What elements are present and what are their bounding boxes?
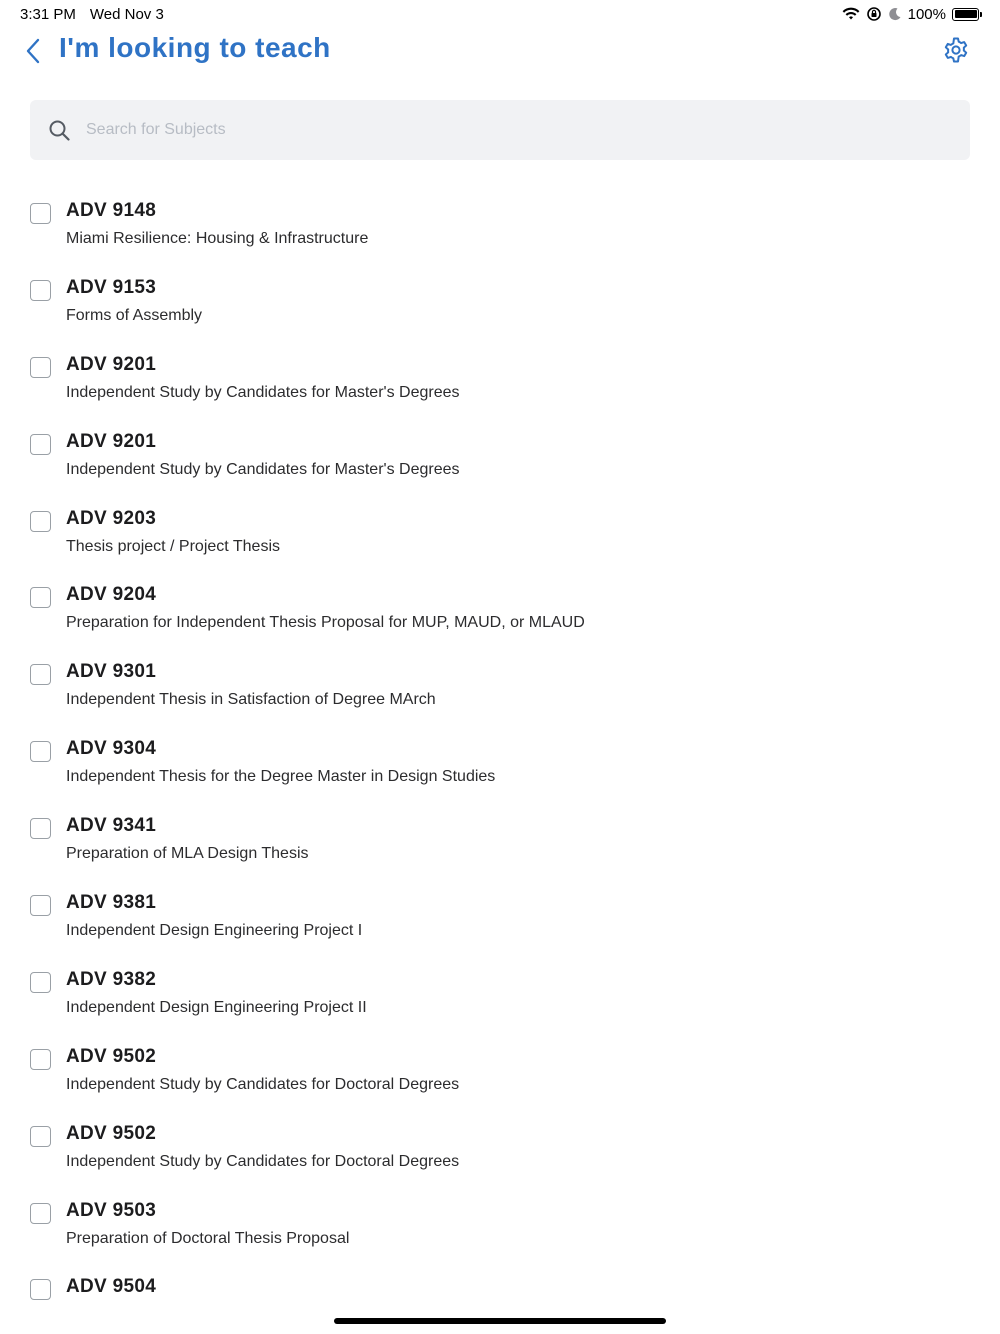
subject-name: Thesis project / Project Thesis [66,537,281,555]
subject-name: Independent Design Engineering Project I [66,922,363,940]
subject-item[interactable] [0,734,1000,811]
subject-name: Independent Study by Candidates for Master's Degrees [66,460,460,478]
subject-list [0,196,1000,1334]
header [0,30,1000,72]
subject-item[interactable] [0,965,1000,1042]
search-input[interactable] [86,100,960,160]
subject-checkbox[interactable] [30,895,51,916]
settings-button[interactable] [942,36,970,64]
subject-code: ADV 9503 [66,1199,157,1221]
subject-name: Preparation of Doctoral Thesis Proposal [66,1229,350,1247]
status-right [842,6,982,23]
subject-name: Preparation for Independent Thesis Proposal for MUP, MAUD, or MLAUD [66,614,585,632]
subject-checkbox[interactable] [30,664,51,685]
subject-name: Independent Study by Candidates for Doctoral Degrees [66,1075,460,1093]
search-icon [48,119,70,141]
subject-item[interactable] [0,1272,1000,1334]
subject-checkbox[interactable] [30,1279,51,1300]
subject-checkbox[interactable] [30,280,51,301]
battery-icon [952,8,982,21]
subject-checkbox[interactable] [30,972,51,993]
subject-item[interactable] [0,350,1000,427]
battery-percent: 100% [907,5,946,23]
screen-lock-icon [866,6,882,22]
chevron-left-icon [25,38,41,64]
subject-checkbox[interactable] [30,511,51,532]
subject-checkbox[interactable] [30,741,51,762]
subject-name: Independent Thesis in Satisfaction of Degree MArch [66,691,436,709]
subject-name: Preparation of MLA Design Thesis [66,845,309,863]
subject-item[interactable] [0,273,1000,350]
subject-item[interactable] [0,811,1000,888]
subject-code: ADV 9153 [66,276,157,298]
subject-name: Independent Design Engineering Project II [66,998,367,1016]
subject-checkbox[interactable] [30,1126,51,1147]
subject-code: ADV 9148 [66,200,157,221]
subject-checkbox[interactable] [30,434,51,455]
subject-name: Independent Study by Candidates for Doctoral Degrees [66,1152,460,1170]
subject-name: Forms of Assembly [66,306,203,324]
subject-code: ADV 9201 [66,353,157,375]
subject-code: ADV 9304 [66,738,157,760]
subject-item[interactable] [0,1119,1000,1196]
subject-code: ADV 9341 [66,815,157,837]
subject-checkbox[interactable] [30,587,51,608]
subject-checkbox[interactable] [30,1049,51,1070]
subject-code: ADV 9381 [66,892,157,914]
subject-checkbox[interactable] [30,818,51,839]
page-title: I'm looking to teach [59,32,331,63]
subject-name: Independent Study by Candidates for Master's Degrees [66,383,460,401]
subject-code: ADV 9203 [66,507,157,529]
status-left [20,6,164,23]
subject-checkbox[interactable] [30,357,51,378]
status-date: Wed Nov 3 [89,5,164,23]
subject-name: Miami Resilience: Housing & Infrastructure [66,230,369,247]
wifi-icon [842,7,860,21]
status-time: 3:31 PM [20,5,76,23]
back-button[interactable] [20,36,46,66]
moon-icon [888,7,902,21]
subject-code: ADV 9301 [66,661,157,683]
subject-name: Independent Thesis for the Degree Master in Design Studies [66,768,496,786]
subject-code: ADV 9502 [66,1122,157,1144]
subject-code: ADV 9502 [66,1045,157,1067]
subject-code: ADV 9382 [66,968,157,990]
subject-item[interactable] [0,504,1000,581]
search-bar[interactable] [30,100,970,160]
subject-code: ADV 9504 [66,1276,157,1298]
subject-item[interactable] [0,1196,1000,1273]
status-bar [0,0,1000,28]
subject-item[interactable] [0,888,1000,965]
subject-item[interactable] [0,580,1000,657]
subject-code: ADV 9201 [66,430,157,452]
subject-checkbox[interactable] [30,1203,51,1224]
subject-checkbox[interactable] [30,203,51,224]
subject-item[interactable] [0,427,1000,504]
subject-item[interactable] [0,196,1000,273]
subject-item[interactable] [0,1042,1000,1119]
gear-icon [942,36,970,64]
subject-item[interactable] [0,657,1000,734]
subject-code: ADV 9204 [66,584,157,606]
home-indicator[interactable] [334,1318,666,1324]
